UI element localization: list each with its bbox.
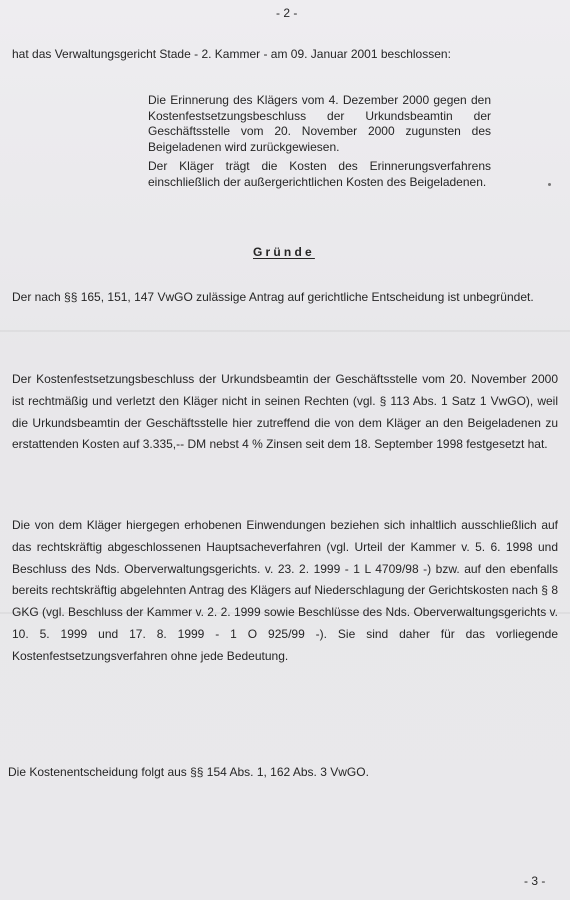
- body-paragraph: Der Kostenfestsetzungsbeschluss der Urkundsbeamtin der Geschäftsstelle vom 20. November 2000 ist rechtmäßig und verletzt den Kläger nicht in seinen Rechten (vgl. § 113 Abs. 1 Satz 1 VwGO), weil die Urkundsbeamtin der Geschäftsstelle hier zutreffend die von dem Kläger an den Beigeladenen zu erstattenden Kosten auf 3.335,-- DM nebst 4 % Zinsen seit dem 18. September 1998 festgesetzt hat.: [12, 372, 558, 452]
- page-number-bottom: - 3 -: [524, 874, 546, 888]
- section-heading: Gründe: [253, 245, 315, 259]
- decision-costs-paragraph: Der Kläger trägt die Kosten des Erinnerungsverfahrens einschließlich der außergerichtlichen Kosten des Beigeladenen.: [148, 159, 491, 189]
- intro-line: hat das Verwaltungsgericht Stade - 2. Kammer - am 09. Januar 2001 beschlossen:: [12, 47, 451, 61]
- body-paragraph: Die von dem Kläger hiergegen erhobenen Einwendungen beziehen sich inhaltlich ausschließlich auf das rechtskräftig abgeschlossenen Hauptsacheverfahren (vgl. Urteil der Kammer v. 5. 6. 1998 und Beschluss des Nds. Oberverwaltungsgerichts. v. 23. 2. 1999 - 1 L 4709/98 -) bzw. auf den ebenfalls bereits rechtskräftig abgelehnten Antrag des Klägers auf Niederschlagung der Gerichtskosten nach § 8 GKG (vgl. Beschluss der Kammer v. 2. 2. 1999 sowie Beschlüsse des Nds. Oberverwaltungsgerichts v. 10. 5. 1999 und 17. 8. 1999 - 1 O 925/99 -). Sie sind daher für das vorliegende Kostenfestsetzungsverfahren ohne jede Bedeutung.: [12, 518, 558, 663]
- body-paragraph: Die Kostenentscheidung folgt aus §§ 154 Abs. 1, 162 Abs. 3 VwGO.: [8, 765, 369, 779]
- body-paragraph: Der nach §§ 165, 151, 147 VwGO zulässige Antrag auf gerichtliche Entscheidung ist unbegründet.: [12, 290, 534, 304]
- scan-speck: [548, 183, 551, 186]
- decision-paragraph: Die Erinnerung des Klägers vom 4. Dezember 2000 gegen den Kostenfestsetzungsbeschluss der Urkundsbeamtin der Geschäftsstelle vom 20. November 2000 zugunsten des Beigeladenen wird zurückgewiesen.: [148, 93, 491, 154]
- page-number-top: - 2 -: [276, 6, 298, 20]
- paper-fold: [0, 330, 570, 332]
